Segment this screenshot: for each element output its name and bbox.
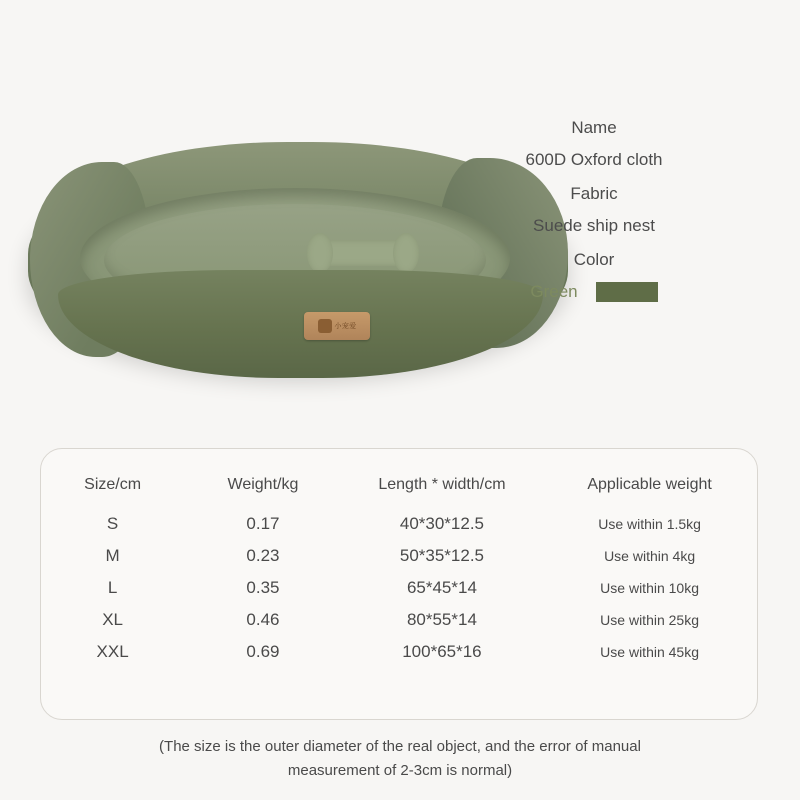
footnote-line-1: (The size is the outer diameter of the real object, and the error of manual <box>159 738 641 755</box>
header-dimensions: Length * width/cm <box>378 476 506 493</box>
table-row <box>41 572 757 604</box>
cell-weight: 0.46 <box>246 610 280 629</box>
color-name: Green <box>530 282 578 301</box>
cell-dimensions: 50*35*12.5 <box>399 546 484 565</box>
cell-dimensions: 40*30*12.5 <box>399 514 484 533</box>
cell-applicable: Use within 1.5kg <box>598 516 701 532</box>
spec-value-name: 600D Oxford cloth <box>525 150 663 169</box>
spec-value-fabric: Suede ship nest <box>533 216 655 235</box>
cell-applicable: Use within 4kg <box>604 548 696 564</box>
spec-label-name: Name <box>571 118 617 137</box>
table-row <box>41 508 757 540</box>
paw-logo-icon <box>318 319 332 333</box>
spec-label-fabric: Fabric <box>570 184 618 203</box>
cell-weight: 0.23 <box>246 546 280 565</box>
cell-size: XL <box>102 610 123 629</box>
header-size: Size/cm <box>84 476 142 493</box>
cell-weight: 0.69 <box>246 642 280 661</box>
cell-applicable: Use within 45kg <box>600 644 699 660</box>
color-swatch <box>596 282 658 302</box>
table-row <box>41 636 757 668</box>
cell-applicable: Use within 10kg <box>600 580 699 596</box>
cell-applicable: Use within 25kg <box>600 612 699 628</box>
table-row <box>41 540 757 572</box>
cell-size: S <box>106 514 119 533</box>
spec-label-color: Color <box>573 250 615 269</box>
table-header-row <box>41 475 757 508</box>
footnote-line-2: measurement of 2-3cm is normal) <box>287 762 513 779</box>
table-row <box>41 604 757 636</box>
cell-dimensions: 80*55*14 <box>406 610 477 629</box>
brand-logo-tag <box>304 312 370 340</box>
cell-dimensions: 65*45*14 <box>406 578 477 597</box>
brand-logo-text: 小宠爱 <box>334 323 357 330</box>
measurement-footnote <box>0 735 800 783</box>
cell-size: L <box>107 578 118 597</box>
cell-size: M <box>105 546 120 565</box>
cell-size: XXL <box>96 642 129 661</box>
cell-weight: 0.35 <box>246 578 280 597</box>
spec-list <box>444 118 744 302</box>
color-row <box>444 282 744 302</box>
size-table <box>41 475 757 668</box>
header-applicable-weight: Applicable weight <box>587 476 712 493</box>
size-table-card <box>40 448 758 720</box>
cell-weight: 0.17 <box>246 514 280 533</box>
bone-embossing-icon <box>318 240 408 266</box>
cell-dimensions: 100*65*16 <box>402 642 482 661</box>
header-weight: Weight/kg <box>227 476 299 493</box>
